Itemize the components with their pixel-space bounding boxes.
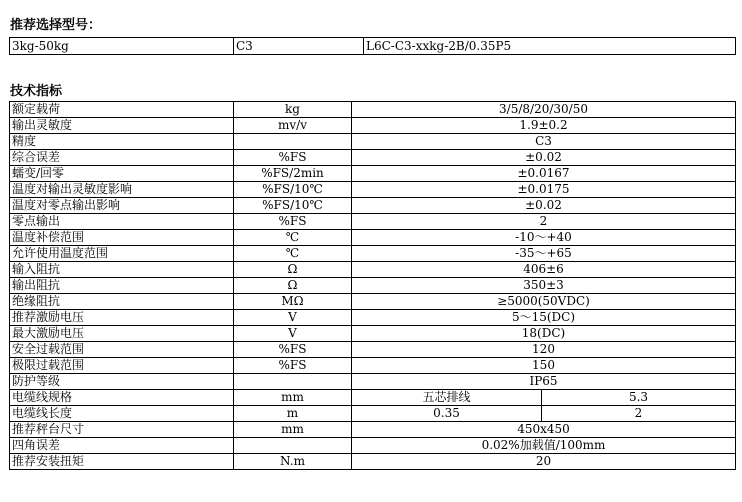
model-row	[10, 38, 736, 55]
spec-unit-cell: %FS	[234, 150, 352, 166]
spec-value-cell: C3	[352, 134, 736, 150]
spec-unit-cell: m	[234, 406, 352, 422]
spec-name-cell: 精度	[10, 134, 234, 150]
spec-unit-cell: Ω	[234, 278, 352, 294]
spec-row	[10, 390, 736, 406]
spec-table	[9, 101, 736, 470]
spec-row	[10, 102, 736, 118]
spec-unit-cell	[234, 134, 352, 150]
spec-value-cell: ±0.02	[352, 150, 736, 166]
spec-row	[10, 166, 736, 182]
spec-name-cell: 允许使用温度范围	[10, 246, 234, 262]
model-number-cell: L6C-C3-xxkg-2B/0.35P5	[364, 38, 736, 55]
spec-row	[10, 198, 736, 214]
spec-value-cell: 350±3	[352, 278, 736, 294]
spec-name-cell: 输出灵敏度	[10, 118, 234, 134]
spec-value-cell: 0.02%加载值/100mm	[352, 438, 736, 454]
spec-value-cell: 3/5/8/20/30/50	[352, 102, 736, 118]
spec-row	[10, 262, 736, 278]
spec-row	[10, 358, 736, 374]
spec-value-cell: IP65	[352, 374, 736, 390]
spec-name-cell: 推荐安装扭矩	[10, 454, 234, 470]
model-table	[9, 37, 736, 55]
spec-value-cell: 18(DC)	[352, 326, 736, 342]
spec-unit-cell: %FS/10℃	[234, 198, 352, 214]
spec-value-cell: ±0.02	[352, 198, 736, 214]
model-section-title: 推荐选择型号：	[10, 18, 102, 33]
model-accuracy-cell: C3	[234, 38, 364, 55]
spec-unit-cell: %FS/10℃	[234, 182, 352, 198]
spec-name-cell: 温度对输出灵敏度影响	[10, 182, 234, 198]
spec-name-cell: 温度对零点输出影响	[10, 198, 234, 214]
spec-unit-cell: mv/v	[234, 118, 352, 134]
spec-unit-cell: V	[234, 326, 352, 342]
spec-name-cell: 最大激励电压	[10, 326, 234, 342]
spec-unit-cell: Ω	[234, 262, 352, 278]
spec-row	[10, 438, 736, 454]
spec-row	[10, 342, 736, 358]
spec-name-cell: 防护等级	[10, 374, 234, 390]
spec-value-cell: ≥5000(50VDC)	[352, 294, 736, 310]
spec-section-title: 技术指标	[10, 84, 63, 99]
spec-unit-cell: %FS	[234, 214, 352, 230]
spec-value-cell: ±0.0175	[352, 182, 736, 198]
spec-name-cell: 极限过载范围	[10, 358, 234, 374]
model-range-cell: 3kg-50kg	[10, 38, 234, 55]
spec-value-cell: 20	[352, 454, 736, 470]
spec-name-cell: 推荐激励电压	[10, 310, 234, 326]
spec-name-cell: 输入阻抗	[10, 262, 234, 278]
spec-value-cell: ±0.0167	[352, 166, 736, 182]
spec-row	[10, 230, 736, 246]
spec-row	[10, 134, 736, 150]
spec-value-cell: -10～+40	[352, 230, 736, 246]
spec-name-cell: 输出阻抗	[10, 278, 234, 294]
spec-row	[10, 454, 736, 470]
spec-name-cell: 绝缘阻抗	[10, 294, 234, 310]
spec-row	[10, 182, 736, 198]
spec-value-cell: 5.3	[542, 390, 736, 406]
spec-name-cell: 推荐秤台尺寸	[10, 422, 234, 438]
spec-value-cell: 0.35	[352, 406, 542, 422]
spec-row	[10, 214, 736, 230]
spec-row	[10, 278, 736, 294]
spec-name-cell: 额定载荷	[10, 102, 234, 118]
spec-value-cell: 五芯排线	[352, 390, 542, 406]
spec-value-cell: -35～+65	[352, 246, 736, 262]
spec-row	[10, 150, 736, 166]
spec-row	[10, 294, 736, 310]
spec-name-cell: 电缆线长度	[10, 406, 234, 422]
spec-unit-cell: ℃	[234, 246, 352, 262]
spec-value-cell: 1.9±0.2	[352, 118, 736, 134]
spec-value-cell: 120	[352, 342, 736, 358]
spec-row	[10, 118, 736, 134]
spec-value-cell: 2	[542, 406, 736, 422]
spec-unit-cell: %FS/2min	[234, 166, 352, 182]
spec-row	[10, 374, 736, 390]
spec-unit-cell: kg	[234, 102, 352, 118]
spec-unit-cell: MΩ	[234, 294, 352, 310]
spec-value-cell: 406±6	[352, 262, 736, 278]
spec-unit-cell	[234, 438, 352, 454]
spec-name-cell: 安全过载范围	[10, 342, 234, 358]
spec-row	[10, 326, 736, 342]
spec-name-cell: 温度补偿范围	[10, 230, 234, 246]
spec-name-cell: 零点输出	[10, 214, 234, 230]
spec-unit-cell: mm	[234, 390, 352, 406]
spec-value-cell: 450x450	[352, 422, 736, 438]
spec-unit-cell: %FS	[234, 342, 352, 358]
spec-row	[10, 310, 736, 326]
spec-unit-cell: V	[234, 310, 352, 326]
spec-unit-cell: mm	[234, 422, 352, 438]
spec-value-cell: 150	[352, 358, 736, 374]
spec-row	[10, 406, 736, 422]
spec-value-cell: 5～15(DC)	[352, 310, 736, 326]
spec-unit-cell: %FS	[234, 358, 352, 374]
spec-name-cell: 电缆线规格	[10, 390, 234, 406]
spec-row	[10, 422, 736, 438]
spec-unit-cell: N.m	[234, 454, 352, 470]
spec-unit-cell	[234, 374, 352, 390]
spec-value-cell: 2	[352, 214, 736, 230]
spec-name-cell: 蠕变/回零	[10, 166, 234, 182]
spec-unit-cell: ℃	[234, 230, 352, 246]
spec-name-cell: 综合误差	[10, 150, 234, 166]
spec-row	[10, 246, 736, 262]
spec-name-cell: 四角误差	[10, 438, 234, 454]
